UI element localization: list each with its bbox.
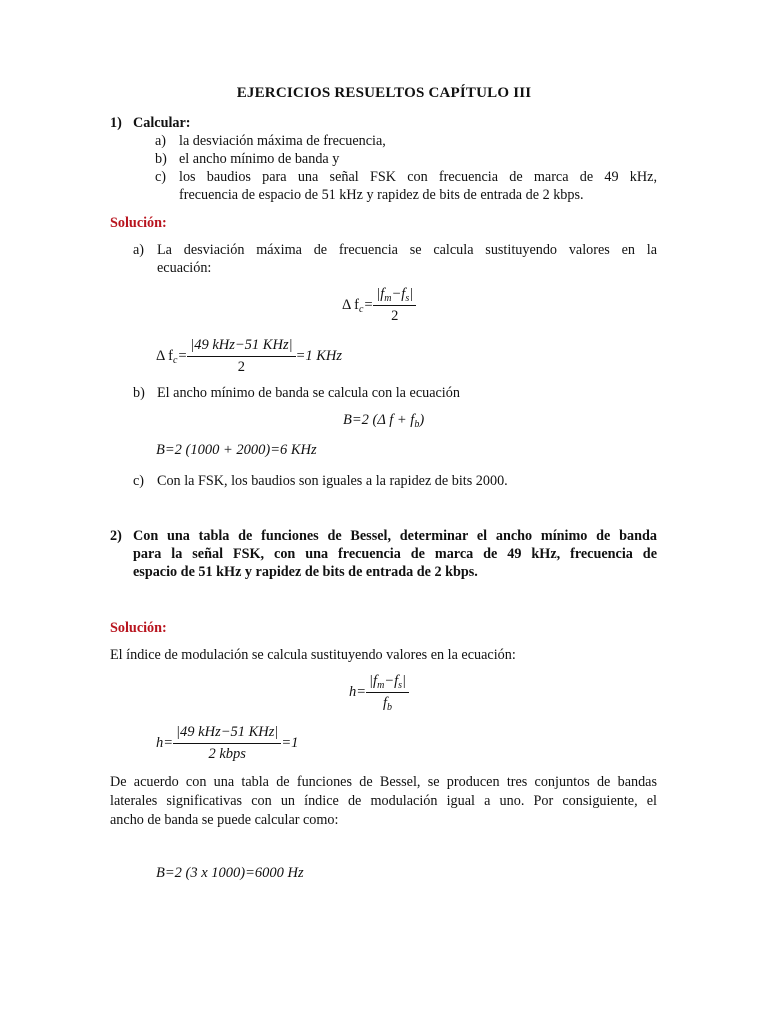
solution-b-text: El ancho mínimo de banda se calcula con la ecuación	[157, 385, 460, 401]
equation-final-bandwidth: B=2 (3 x 1000)=6000 Hz	[156, 865, 304, 881]
solution-label-2: Solución:	[110, 620, 167, 636]
equation-bandwidth-formula: B=2 (Δ $f + f_b$)	[343, 412, 425, 430]
solution-c-text: Con la FSK, los baudios son iguales a la rapidez de bits 2000.	[157, 473, 508, 489]
equation-deviation-formula: Δ $f_c=$ $\frac{|f_m-f_s|}{2}$	[342, 286, 416, 325]
bessel-paragraph-line1: De acuerdo con una tabla de funciones de Bessel, se producen tres conjuntos de bandas	[110, 774, 657, 790]
solution-a-line1: La desviación máxima de frecuencia se calcula sustituyendo valores en la	[157, 242, 657, 258]
bessel-paragraph-line3: ancho de banda se puede calcular como:	[110, 812, 339, 828]
item-c-text-continued: frecuencia de espacio de 51 kHz y rapidez de bits de entrada de 2 kbps.	[179, 187, 584, 203]
equation-modulation-index-formula: h= $\frac{|f_m-f_s|}{f_b}$	[349, 673, 409, 712]
solution-b-marker: b)	[133, 385, 145, 401]
solution-a-marker: a)	[133, 242, 145, 258]
exercise-2-line1: Con una tabla de funciones de Bessel, determinar el ancho mínimo de banda	[133, 528, 657, 544]
exercise-2-number: 2)	[110, 528, 122, 544]
page-title: EJERCICIOS RESUELTOS CAPÍTULO III	[236, 85, 532, 101]
item-b-marker: b)	[155, 151, 167, 167]
exercise-1-number: 1)	[110, 115, 122, 131]
equation-bandwidth-result: B=2 (1000 + 2000)=6 KHz	[156, 442, 317, 458]
exercise-2-line2: para la señal FSK, con una frecuencia de marca de 49 kHz, frecuencia de	[133, 546, 657, 562]
solution-a-line2: ecuación:	[157, 260, 212, 276]
equation-modulation-index-result: h= $\frac{\text{|49 kHz−51 KHz|}}{\text{2 kbps}}$ =1	[156, 724, 299, 762]
item-c-text: los baudios para una señal FSK con frecuencia de marca de 49 kHz,	[179, 169, 657, 185]
item-a-marker: a)	[155, 133, 167, 149]
item-c-marker: c)	[155, 169, 167, 185]
solution-label-1: Solución:	[110, 215, 167, 231]
exercise-1-heading: Calcular:	[133, 115, 191, 131]
item-a-text: la desviación máxima de frecuencia,	[179, 133, 386, 149]
equation-deviation-result: Δ $f_c=$ $\frac{\text{|49 kHz−51 KHz|}}{2}$ =1 KHz	[156, 337, 343, 375]
solution-c-marker: c)	[133, 473, 145, 489]
bessel-paragraph-line2: laterales significativas con un índice de modulación igual a uno. Por consiguiente, el	[110, 793, 657, 809]
solution-2-intro: El índice de modulación se calcula sustituyendo valores en la ecuación:	[110, 647, 516, 663]
exercise-2-line3: espacio de 51 kHz y rapidez de bits de entrada de 2 kbps.	[133, 564, 478, 580]
item-b-text: el ancho mínimo de banda y	[179, 151, 340, 167]
